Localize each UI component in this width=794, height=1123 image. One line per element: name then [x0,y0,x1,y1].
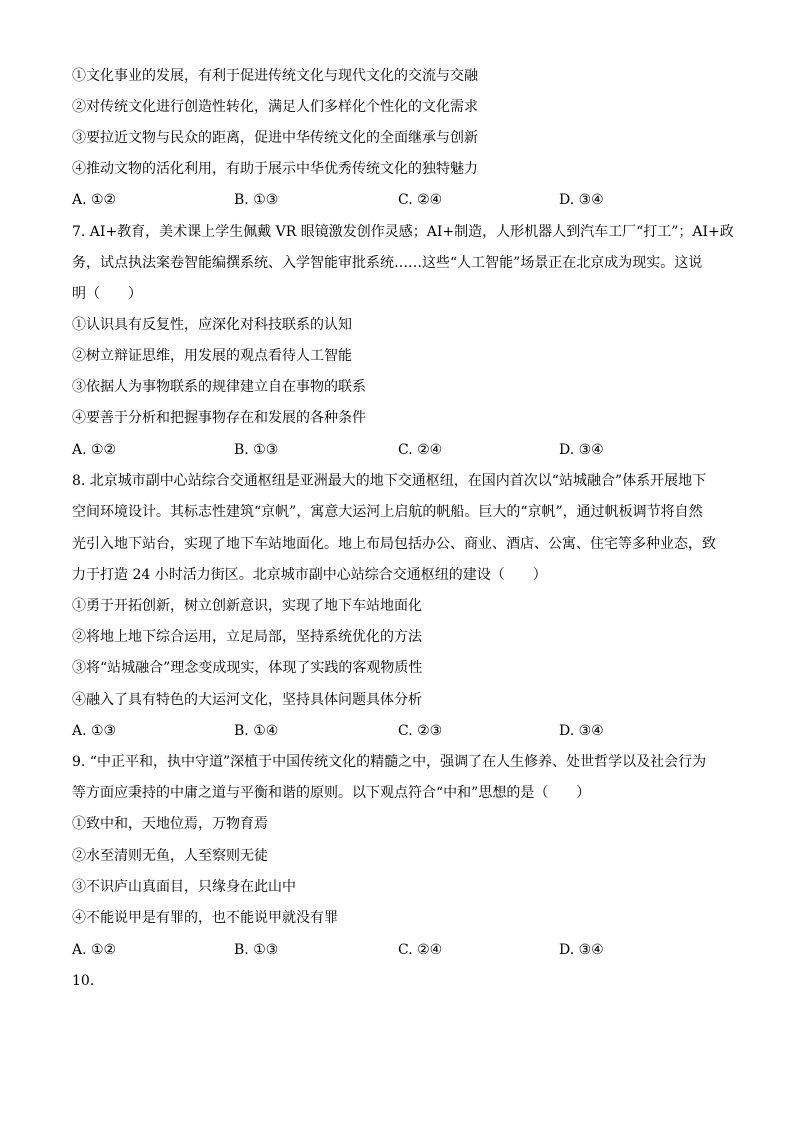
q9-options [72,940,732,960]
q8-stem-line-2: 空间环境设计。其标志性建筑“京帆”，寓意大运河上启航的帆船。巨大的“京帆”，通过帆板调节将自然 [72,504,703,520]
q7-stem-line-3: 明（ ） [72,286,142,302]
q8-option-c: C. ②③ [398,723,443,739]
q6-option-d: D. ③④ [559,192,604,208]
q9-option-b: B. ①③ [234,942,279,958]
q8-option-d: D. ③④ [559,723,604,739]
q6-statement-3: ③要拉近文物与民众的距离，促进中华传统文化的全面继承与创新 [72,130,478,146]
q8-option-b: B. ①④ [234,723,279,739]
q8-statement-1: ①勇于开拓创新，树立创新意识，实现了地下车站地面化 [72,598,422,614]
q7-option-a: A. ①② [72,442,117,458]
q8-stem-line-4: 力于打造 24 小时活力街区。北京城市副中心站综合交通枢纽的建设（ ） [72,567,547,583]
q7-option-d: D. ③④ [559,442,604,458]
q6-statement-2: ②对传统文化进行创造性转化，满足人们多样化个性化的文化需求 [72,99,478,115]
q9-stem-line-2: 等方面应秉持的中庸之道与平衡和谐的原则。以下观点符合“中和”思想的是（ ） [72,785,591,801]
q8-stem-line-1: 8. 北京城市副中心站综合交通枢纽是亚洲最大的地下交通枢纽，在国内首次以“站城融合”体系开展地下 [72,473,707,489]
q8-options [72,721,732,741]
q9-option-c: C. ②④ [398,942,443,958]
q6-statement-4: ④推动文物的活化利用，有助于展示中华优秀传统文化的独特魅力 [72,161,478,177]
q6-option-b: B. ①③ [234,192,279,208]
q6-options [72,190,732,210]
q9-statement-3: ③不识庐山真面目，只缘身在此山中 [72,879,296,895]
q7-statement-2: ②树立辩证思维，用发展的观点看待人工智能 [72,348,352,364]
q6-option-c: C. ②④ [398,192,443,208]
q9-statement-1: ①致中和，天地位焉，万物育焉 [72,816,268,832]
q9-statement-2: ②水至清则无鱼，人至察则无徒 [72,848,268,864]
q7-stem-line-2: 务，试点执法案卷智能编撰系统、入学智能审批系统……这些“人工智能”场景正在北京成为现实。这说 [72,255,703,271]
q7-option-c: C. ②④ [398,442,443,458]
q7-stem-line-1: 7. AI+教育，美术课上学生佩戴 VR 眼镜激发创作灵感；AI+制造，人形机器人到汽车工厂“打工”；AI+政 [72,224,734,240]
q8-stem-line-3: 光引入地下站台，实现了地下车站地面化。地上布局包括办公、商业、酒店、公寓、住宅等多种业态，致 [72,536,716,552]
q9-statement-4: ④不能说甲是有罪的，也不能说甲就没有罪 [72,910,338,926]
q9-option-d: D. ③④ [559,942,604,958]
q8-statement-2: ②将地上地下综合运用，立足局部，坚持系统优化的方法 [72,629,422,645]
q7-options [72,440,732,460]
q7-statement-3: ③依据人为事物联系的规律建立自在事物的联系 [72,379,366,395]
q8-statement-3: ③将“站城融合”理念变成现实，体现了实践的客观物质性 [72,660,423,676]
q6-option-a: A. ①② [72,192,117,208]
q9-option-a: A. ①② [72,942,117,958]
q8-option-a: A. ①③ [72,723,117,739]
q7-option-b: B. ①③ [234,442,279,458]
q10-label: 10. [72,973,95,989]
q6-statement-1: ①文化事业的发展，有利于促进传统文化与现代文化的交流与交融 [72,68,478,84]
q9-stem-line-1: 9. “中正平和，执中守道”深植于中国传统文化的精髓之中，强调了在人生修养、处世哲学以及社会行为 [72,754,707,770]
q7-statement-1: ①认识具有反复性，应深化对科技联系的认知 [72,317,352,333]
q8-statement-4: ④融入了具有特色的大运河文化，坚持具体问题具体分析 [72,692,422,708]
q7-statement-4: ④要善于分析和把握事物存在和发展的各种条件 [72,410,366,426]
